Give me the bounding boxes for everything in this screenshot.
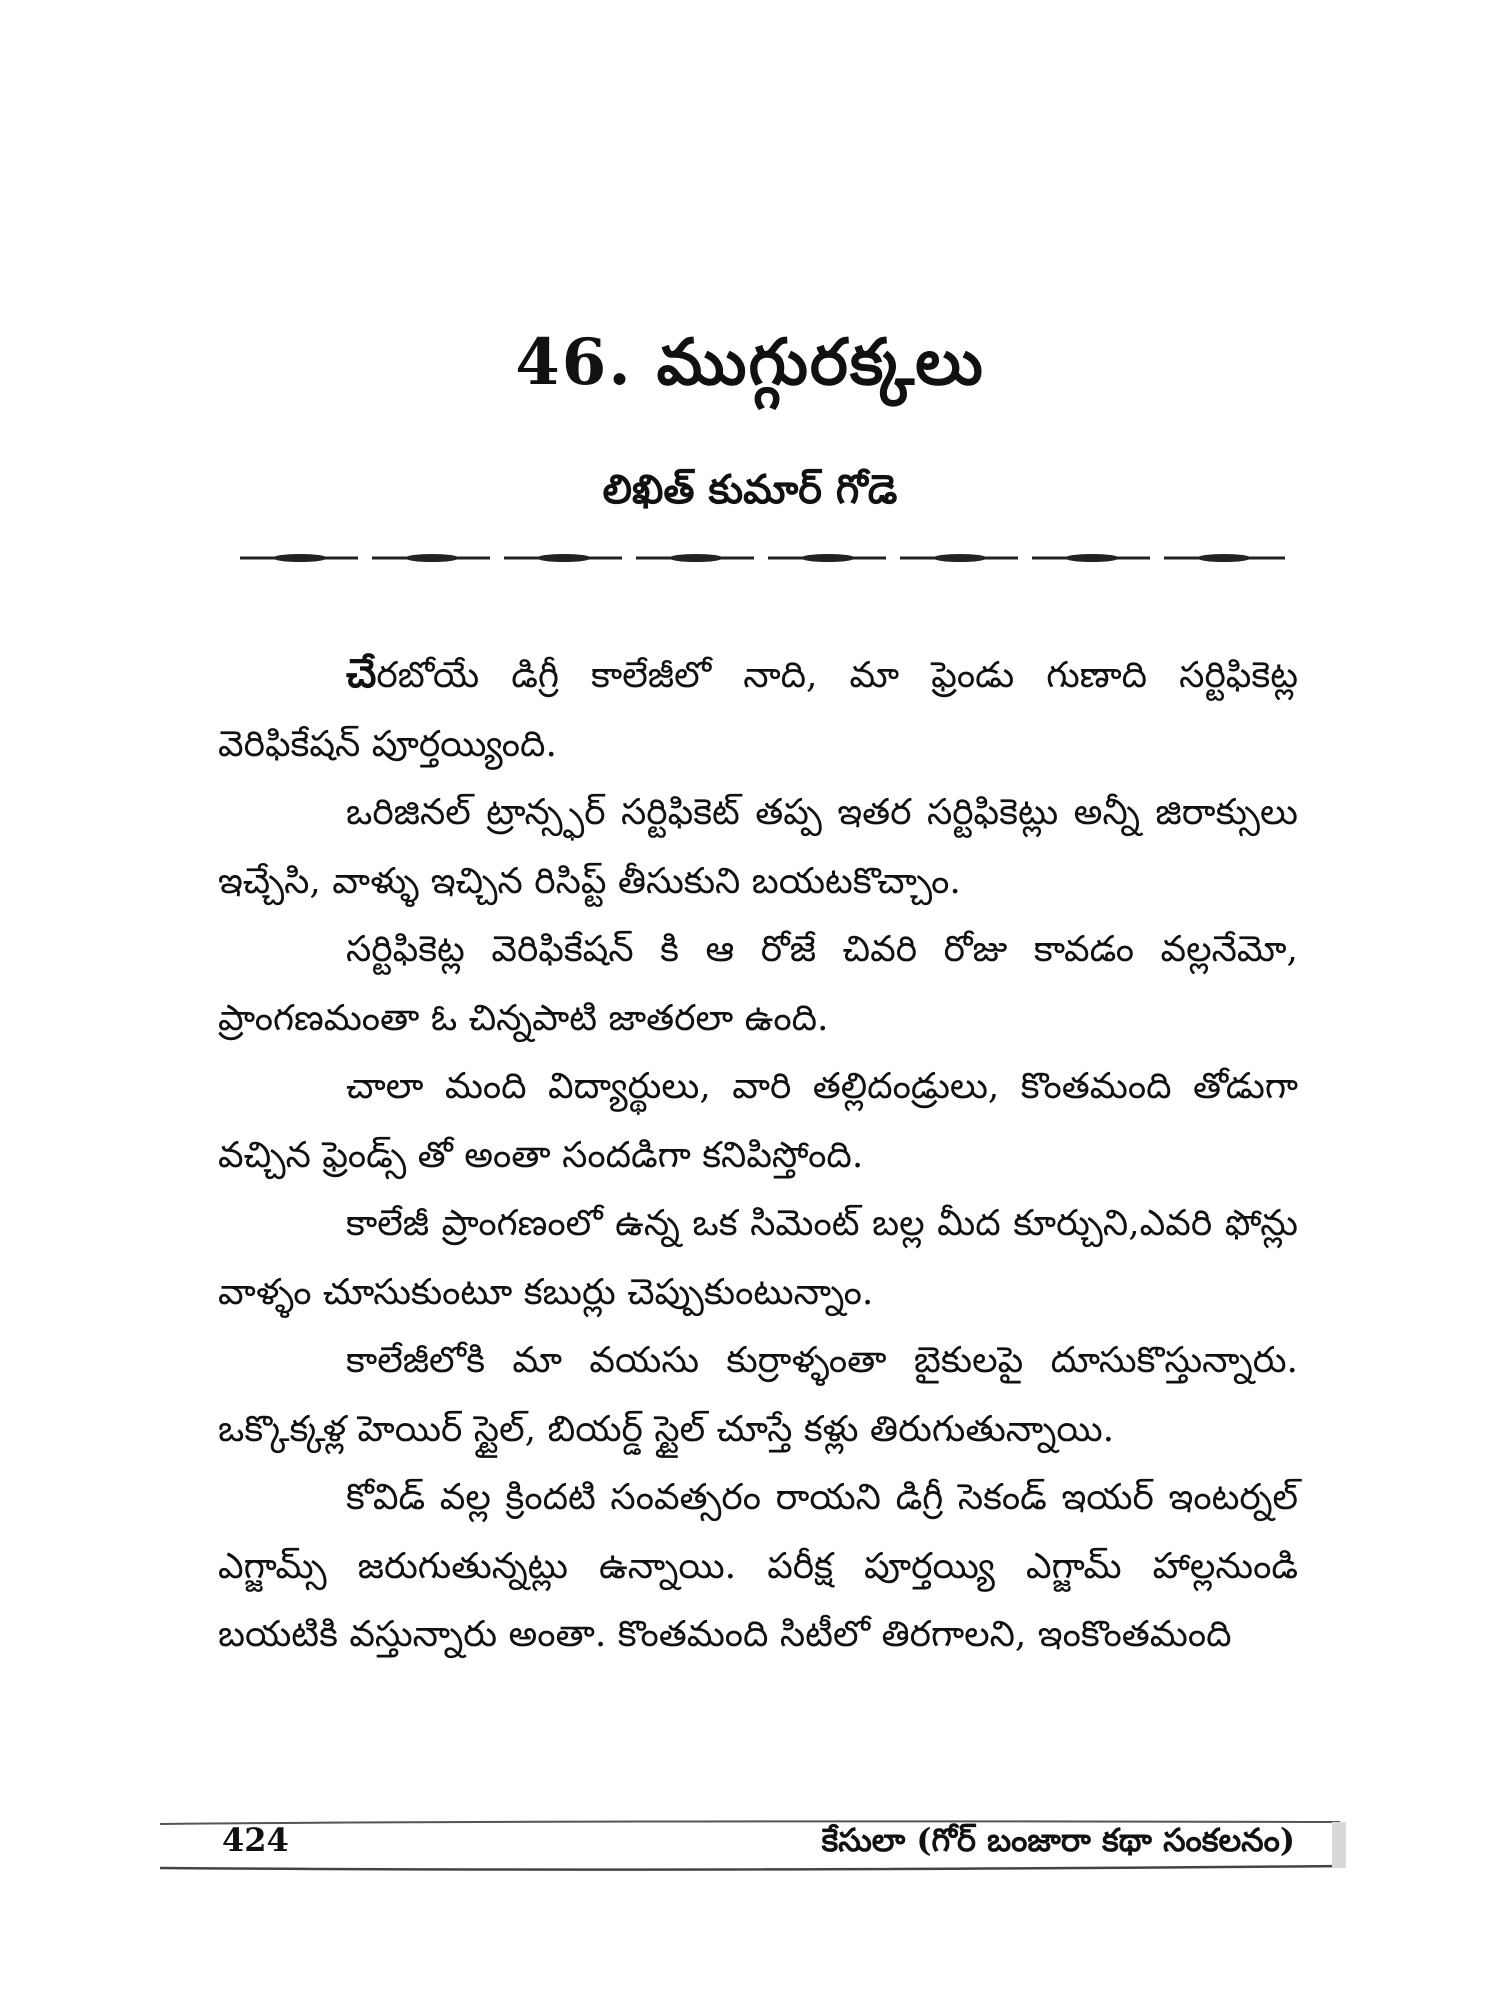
drop-lead-letter: చే <box>346 650 377 697</box>
divider-segments <box>240 555 1285 562</box>
paragraph <box>218 1190 1298 1327</box>
paragraph-text: సర్టిఫికెట్ల వెరిఫికేషన్ కి ఆ రోజే చివరి రోజు కావడం వల్లనేమో, ప్రాంగణమంతా ఓ చిన్నపాటి జాతరలా ఉంది. <box>218 929 1298 1039</box>
ornamental-divider <box>240 548 1285 568</box>
paragraph-text: కోవిడ్ వల్ల క్రిందటి సంవత్సరం రాయని డిగ్రీ సెకండ్ ఇయర్ ఇంటర్నల్ ఎగ్జామ్స్ జరుగుతున్నట్లు ఉన్నాయి. పరీక్ష పూర్తయ్యి ఎగ్జామ్ హాల్లనుండి బయటికి వస్తున్నారు అంతా. కొంతమంది సిటీలో తిరగాలని, ఇంకొంతమంది <box>218 1477 1298 1655</box>
page-number: 424 <box>222 1821 289 1859</box>
author-name: లిఖిత్ కుమార్ గోడె <box>602 466 898 513</box>
paragraph <box>218 1327 1298 1464</box>
paragraph-text: కాలేజీ ప్రాంగణంలో ఉన్న ఒక సిమెంట్ బల్ల మీద కూర్చుని,ఎవరి ఫోన్లు వాళ్ళం చూసుకుంటూ కబుర్లు చెప్పుకుంటున్నాం. <box>218 1203 1298 1313</box>
paragraph-text: చాలా మంది విద్యార్థులు, వారి తల్లిదండ్రులు, కొంతమంది తోడుగా వచ్చిన ఫ్రెండ్స్ తో అంతా సందడిగా కనిపిస్తోంది. <box>218 1066 1298 1176</box>
paragraph <box>218 779 1298 916</box>
paragraph-text: ఒరిజినల్ ట్రాన్స్ఫర్ సర్టిఫికెట్ తప్ప ఇతర సర్టిఫికెట్లు అన్నీ జిరాక్సులు ఇచ్చేసి, వాళ్ళు ఇచ్చిన రిసిప్ట్ తీసుకుని బయటకొచ్చాం. <box>218 792 1298 902</box>
paragraph <box>218 916 1298 1053</box>
chapter-title <box>0 325 1500 415</box>
story-body <box>218 640 1298 1670</box>
paragraph <box>218 1053 1298 1190</box>
paragraph <box>218 640 1298 779</box>
book-title: కేసులా (గోర్ బంజారా కథా సంకలనం) <box>821 1821 1295 1859</box>
paragraph <box>218 1464 1298 1670</box>
paragraph-text: రబోయే డిగ్రీ కాలేజీలో నాది, మా ఫ్రెండు గుణాది సర్టిఫికెట్ల వెరిఫికేషన్ పూర్తయ్యింది. <box>218 655 1298 765</box>
chapter-title-text: ముగ్గురక్కలు <box>656 325 985 400</box>
chapter-number: 46. <box>515 325 633 400</box>
paragraph-text: కాలేజీలోకి మా వయసు కుర్రాళ్ళంతా బైకులపై దూసుకొస్తున్నారు. ఒక్కొక్కళ్ల హెయిర్ స్టైల్, బియర్డ్ స్టైల్ చూస్తే కళ్లు తిరుగుతున్నాయి. <box>218 1340 1298 1450</box>
